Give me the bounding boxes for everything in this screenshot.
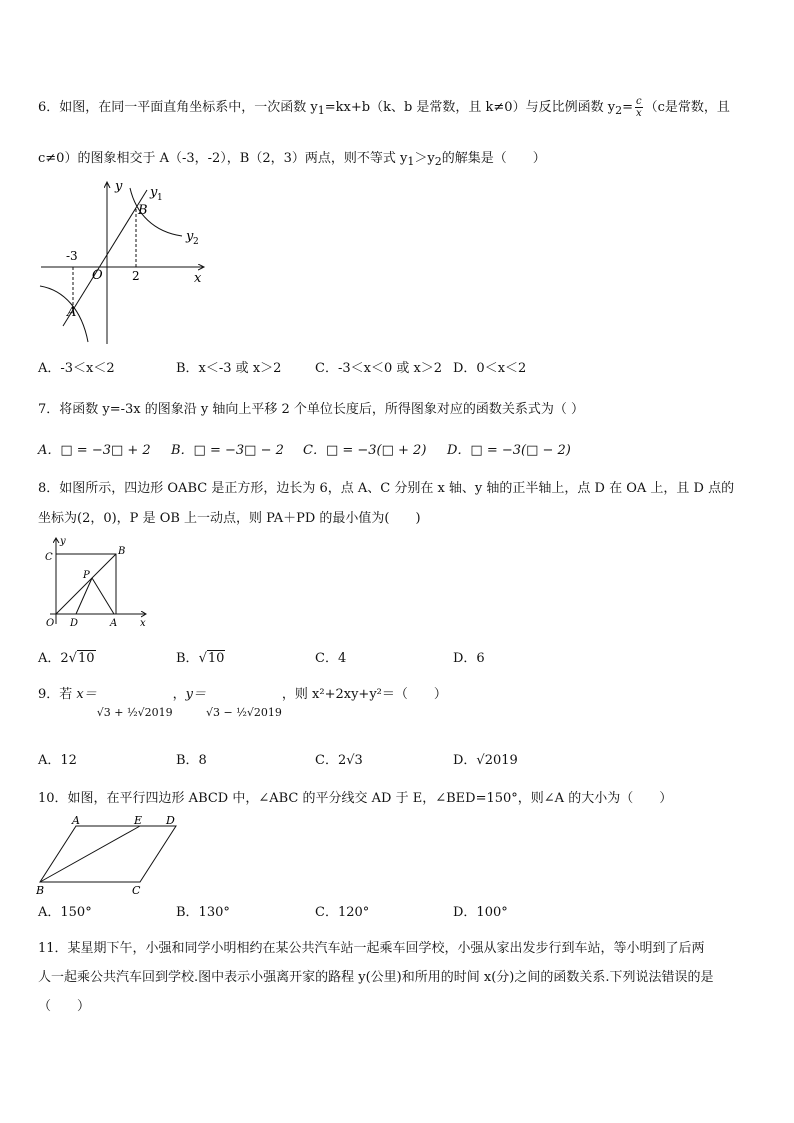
q8-option-b-sqrt-sign: √ <box>198 651 207 666</box>
q6-tick-neg3: -3 <box>66 249 78 263</box>
q8-label-y: y <box>60 536 66 547</box>
q9-suffix: ，则 x²+2xy+y²＝（ ） <box>281 687 447 702</box>
q8-stem-line2: 坐标为(2，0)，P 是 OB 上一动点，则 PA＋PD 的最小值为( ) <box>38 511 421 526</box>
q11-stem-line3: （ ） <box>38 999 91 1014</box>
q6-figure <box>36 176 216 346</box>
q6-option-b[interactable]: B．x＜-3 或 x＞2 <box>176 361 282 376</box>
q6-frac-num: c <box>635 96 642 107</box>
q10-label-a: A <box>72 814 80 827</box>
q8-label-d: D <box>70 618 79 629</box>
q6-text-a: 6．如图，在同一平面直角坐标系中，一次函数 y <box>38 100 318 115</box>
q10-option-b[interactable]: B．130° <box>176 905 230 920</box>
q9-option-d[interactable]: D．√2019 <box>453 753 518 768</box>
q10-parallelogram <box>40 826 176 882</box>
q9-y-eq: y＝ <box>185 687 207 702</box>
q8-option-a-radicand: 10 <box>77 651 95 666</box>
q8-label-c: C <box>45 552 53 563</box>
q9-stem <box>38 686 447 722</box>
q8-option-a-sqrt-sign: √ <box>68 651 77 666</box>
q7-stem: 7．将函数 y=-3x 的图象沿 y 轴向上平移 2 个单位长度后，所得图象对应的函数关系式为（ ） <box>38 402 585 417</box>
q6-label-y: y <box>115 179 123 194</box>
q6-text-b: =kx+b（k、b 是常数，且 k≠0）与反比例函数 y <box>324 100 616 115</box>
q8-diagonal-ob <box>56 554 116 614</box>
q6-label-x: x <box>194 271 202 286</box>
q8-label-a: A <box>110 618 118 629</box>
q9-prefix: 9．若 <box>38 687 77 702</box>
q6-label-y2-sub: 2 <box>193 237 199 247</box>
q6-tick-2: 2 <box>132 269 140 283</box>
q7-option-b[interactable]: B．□ = −3□ − 2 <box>171 443 284 458</box>
q8-stem-line1: 8．如图所示，四边形 OABC 是正方形，边长为 6，点 A、C 分别在 x 轴、y 轴的正半轴上，点 D 在 OA 上，且 D 点的 <box>38 481 735 496</box>
q7-option-d[interactable]: D．□ = −3(□ − 2) <box>447 443 571 458</box>
q10-label-d: D <box>166 814 175 827</box>
q6-frac-den: x <box>635 108 642 119</box>
q9-y-denominator: √3 − ½√2019 <box>206 706 282 719</box>
q6-stem-line1 <box>38 96 730 120</box>
q8-option-b[interactable] <box>176 650 225 668</box>
q6-text-d: c≠0）的图象相交于 A（-3，-2），B（2，3）两点，则不等式 y <box>38 151 408 166</box>
q6-sub1: 1 <box>317 104 325 117</box>
q9-option-b[interactable]: B．8 <box>176 753 207 768</box>
q6-label-y2: y <box>186 229 194 244</box>
q8-figure <box>36 534 152 630</box>
q8-option-a-coef: 2 <box>60 651 69 666</box>
q9-x-denominator: √3 + ½√2019 <box>96 706 173 719</box>
q8-option-c[interactable]: C．4 <box>315 651 347 666</box>
q10-option-d[interactable]: D．100° <box>453 905 508 920</box>
q8-option-b-radicand: 10 <box>207 651 225 666</box>
q6-point-a: A <box>67 305 77 320</box>
q8-segment-pd <box>76 578 92 614</box>
q9-option-c[interactable]: C．2√3 <box>315 753 363 768</box>
q6-eq: = <box>622 100 633 115</box>
q6-text-c: （c是常数，且 <box>644 100 730 115</box>
q6-label-y1: y <box>150 185 158 200</box>
q10-label-e: E <box>134 814 143 827</box>
q6-fraction <box>635 96 643 119</box>
q9-option-a[interactable]: A．12 <box>38 753 77 768</box>
q6-option-c[interactable]: C．-3＜x＜0 或 x＞2 <box>315 361 443 376</box>
q10-stem: 10．如图，在平行四边形 ABCD 中，∠ABC 的平分线交 AD 于 E，∠BED=150°，则∠A 的大小为（ ） <box>38 791 673 806</box>
q6-text-e: 的解集是（ ） <box>441 151 546 166</box>
q6-label-y1-sub: 1 <box>157 193 163 203</box>
q9-x-eq: x＝ <box>76 687 97 702</box>
q10-option-a[interactable]: A．150° <box>38 905 92 920</box>
q11-stem-line2: 人一起乘公共汽车回到学校.图中表示小强离开家的路程 y(公里)和所用的时间 x(分)之间的函数关系.下列说法错误的是 <box>38 970 714 985</box>
q8-option-a-label: A． <box>38 651 61 666</box>
q7-option-c[interactable]: C．□ = −3(□ + 2) <box>303 443 427 458</box>
q8-label-o: O <box>46 618 55 629</box>
q10-option-c[interactable]: C．120° <box>315 905 370 920</box>
q6-point-b: B <box>138 203 148 218</box>
q8-label-b: B <box>118 546 126 557</box>
q8-label-x: x <box>140 618 146 629</box>
q8-option-d[interactable]: D．6 <box>453 651 485 666</box>
q8-option-a[interactable] <box>38 650 96 668</box>
q6-gt: ＞y <box>414 151 435 166</box>
q8-option-b-label: B． <box>176 651 199 666</box>
q11-stem-line1: 11．某星期下午，小强和同学小明相约在某公共汽车站一起乘车回学校，小强从家出发步行到车站，等小明到了后两 <box>38 941 705 956</box>
q9-comma: ， <box>172 687 186 702</box>
q10-label-c: C <box>132 884 141 897</box>
q6-sub2: 2 <box>615 104 623 117</box>
q8-label-p: P <box>83 570 90 581</box>
q10-label-b: B <box>36 884 45 897</box>
q6-option-a[interactable]: A．-3＜x＜2 <box>38 361 115 376</box>
q10-bisector-be <box>40 826 140 882</box>
q6-stem-line2 <box>38 150 546 171</box>
q6-hyperbola-lower <box>40 286 88 342</box>
q6-option-d[interactable]: D．0＜x＜2 <box>453 361 527 376</box>
q8-segment-pa <box>92 578 114 614</box>
q7-option-a[interactable]: A．□ = −3□ + 2 <box>38 443 151 458</box>
q10-figure <box>36 812 184 898</box>
q6-sub2b: 2 <box>434 155 442 168</box>
q6-sub1b: 1 <box>407 155 415 168</box>
q6-label-origin: O <box>92 268 103 283</box>
